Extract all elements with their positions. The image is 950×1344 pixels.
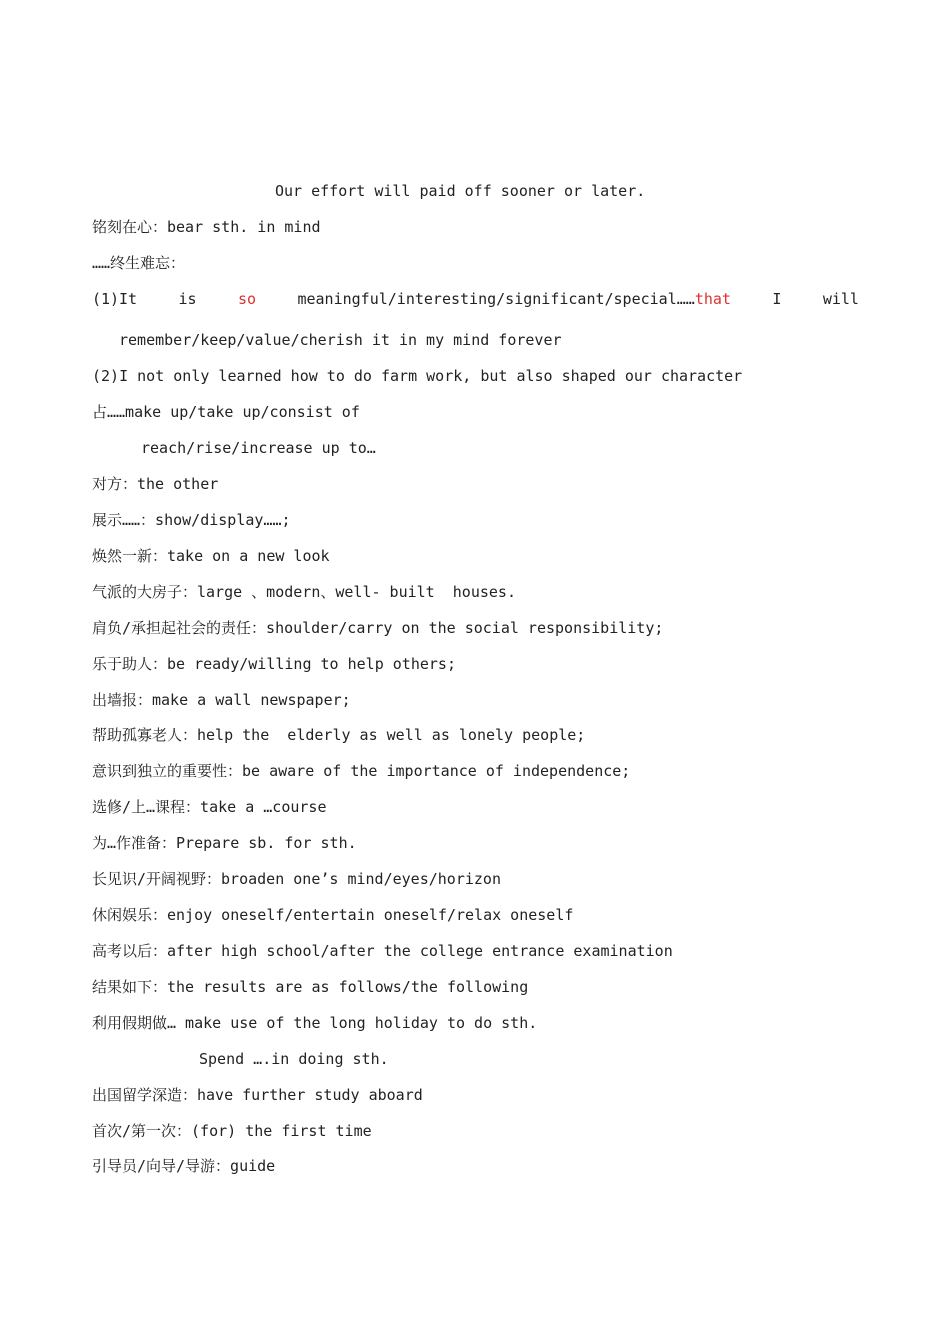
entry-first-time: 首次/第一次：(for) the first time	[92, 1122, 372, 1140]
entry-wall-newspaper: 出墙报：make a wall newspaper;	[92, 691, 351, 709]
item2: (2)I not only learned how to do farm work, but also shaped our character	[92, 367, 743, 385]
entry-results: 结果如下：the results are as follows/the following	[92, 978, 529, 996]
entry-reach-up: reach/rise/increase up to…	[141, 439, 376, 457]
entry-show: 展示……：show/display……;	[92, 511, 291, 529]
item1-word: I	[772, 290, 782, 308]
item1-sentence	[119, 289, 859, 309]
entry-study-abroad: 出国留学深造：have further study aboard	[92, 1086, 423, 1104]
entry-relax: 休闲娱乐：enjoy oneself/entertain oneself/relax oneself	[92, 906, 574, 924]
entry-responsibility: 肩负/承担起社会的责任：shoulder/carry on the social responsibility;	[92, 619, 664, 637]
item1-word-text: meaningful/interesting/significant/special……	[297, 290, 695, 308]
item1-label: (1)	[92, 290, 120, 308]
entry-prepare: 为…作准备：Prepare sb. for sth.	[92, 834, 357, 852]
item1-word-highlight: that	[694, 290, 731, 308]
item1-continuation: remember/keep/value/cherish it in my mind forever	[119, 331, 562, 349]
entry-course: 选修/上…课程：take a …course	[92, 798, 327, 816]
item1-word-highlight: so	[237, 290, 257, 308]
entry-unforgettable: ……终生难忘：	[92, 254, 186, 272]
page-title: Our effort will paid off sooner or later.	[275, 182, 646, 200]
entry-independence: 意识到独立的重要性：be aware of the importance of independence;	[92, 762, 631, 780]
entry-guide: 引导员/向导/导游：guide	[92, 1157, 276, 1175]
entry-houses: 气派的大房子：large 、modern、well- built houses.	[92, 583, 516, 601]
item1-word: will	[822, 290, 859, 308]
entry-help-elderly: 帮助孤寡老人：help the elderly as well as lonely people;	[92, 726, 586, 744]
entry-bear-in-mind: 铭刻在心：bear sth. in mind	[92, 218, 321, 236]
entry-new-look: 焕然一新：take on a new look	[92, 547, 330, 565]
item1-word: It	[119, 290, 138, 308]
entry-the-other: 对方：the other	[92, 475, 219, 493]
item1-word: is	[178, 290, 197, 308]
entry-help-others: 乐于助人：be ready/willing to help others;	[92, 655, 456, 673]
entry-after-exam: 高考以后：after high school/after the college entrance examination	[92, 942, 673, 960]
entry-spend: Spend ….in doing sth.	[199, 1050, 389, 1068]
entry-broaden: 长见识/开阔视野：broaden one’s mind/eyes/horizon	[92, 870, 501, 888]
item1-word	[297, 289, 730, 309]
entry-holiday: 利用假期做… make use of the long holiday to do sth.	[92, 1014, 538, 1032]
entry-make-up: 占……make up/take up/consist of	[92, 403, 360, 421]
